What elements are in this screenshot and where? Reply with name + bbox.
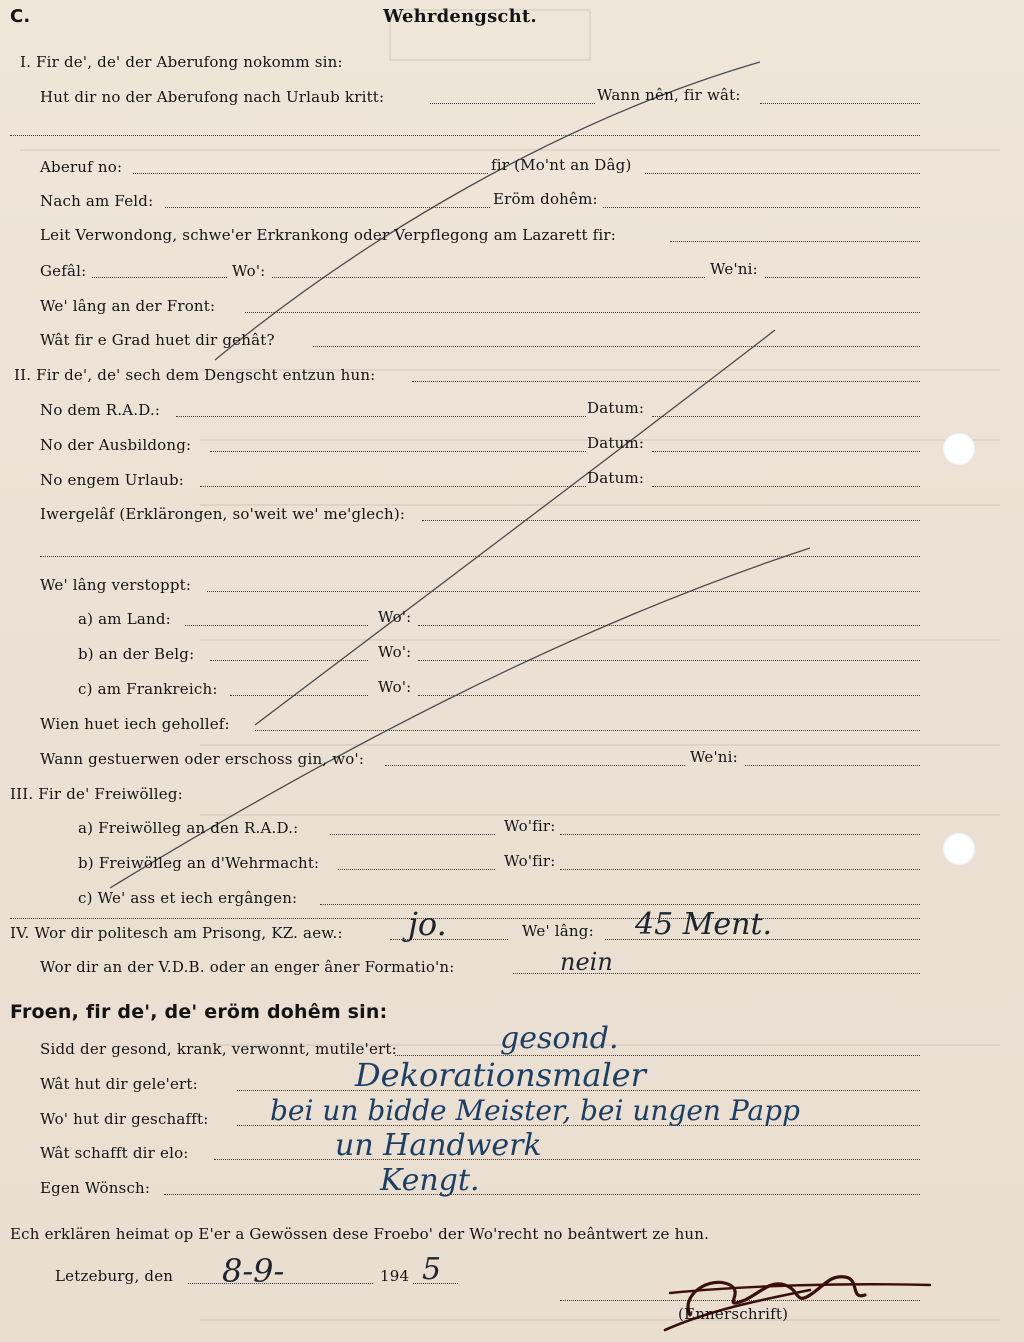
label-gestuerwen-weni: We'ni: (690, 748, 738, 766)
answer-elo: un Handwerk (335, 1128, 542, 1163)
label-verwondong: Leit Verwondong, schwe'er Erkrankong oder Verpflegong am Lazarett fir: (40, 226, 617, 244)
field-belg-wo[interactable] (418, 660, 920, 661)
label-urlaub-datum: Datum: (587, 469, 645, 487)
punch-hole-top (942, 432, 976, 466)
label-belg: b) an der Belg: (78, 645, 195, 663)
label-rad: No dem R.A.D.: (40, 401, 161, 419)
label-freiwolleg-rad: a) Freiwölleg an den R.A.D.: (78, 819, 299, 837)
field-verstoppt[interactable] (207, 591, 920, 592)
field-freiwolleg-wehrmacht-wofir[interactable] (560, 869, 920, 870)
answer-geschafft: bei un bidde Meister, bei ungen Papp (270, 1094, 800, 1127)
field-verwondong[interactable] (670, 241, 920, 242)
section-I-heading: I. Fir de', de' der Aberufong nokomm sin: (20, 53, 343, 71)
section-II-heading: II. Fir de', de' sech dem Dengscht entzun hun: (14, 366, 376, 384)
label-wonsch: Egen Wönsch: (40, 1179, 151, 1197)
field-rad[interactable] (176, 416, 586, 417)
pencil-stroke-upper (215, 62, 760, 360)
label-rad-datum: Datum: (587, 399, 645, 417)
field-nach-feld[interactable] (165, 207, 490, 208)
label-ausbildong-datum: Datum: (587, 434, 645, 452)
field-fir-datum[interactable] (645, 173, 920, 174)
label-frankreich: c) am Frankreich: (78, 680, 218, 698)
answer-lang: 45 Ment. (635, 907, 773, 942)
label-gefal-wo: Wo': (232, 262, 266, 280)
label-ergangen: c) We' ass et iech ergângen: (78, 889, 298, 907)
label-ausbildong: No der Ausbildong: (40, 436, 192, 454)
field-belg[interactable] (210, 660, 368, 661)
field-urlaub-datum[interactable] (652, 486, 920, 487)
handwritten-signature (650, 1255, 950, 1335)
label-grad: Wât fir e Grad huet dir gehât? (40, 331, 275, 349)
label-frankreich-wo: Wo': (378, 678, 412, 696)
answer-vdb: nein (560, 948, 613, 976)
field-wann-cont[interactable] (10, 135, 920, 136)
label-verstoppt: We' lâng verstoppt: (40, 576, 192, 594)
field-elo[interactable] (214, 1159, 920, 1160)
label-no-urlaub: No engem Urlaub: (40, 471, 185, 489)
answer-geleert: Dekorationsmaler (355, 1056, 646, 1094)
punch-hole-bottom (942, 832, 976, 866)
field-ausbildong[interactable] (210, 451, 586, 452)
label-nach-feld: Nach am Feld: (40, 192, 154, 210)
label-geschafft: Wo' hut dir geschafft: (40, 1110, 209, 1128)
label-wann: Wann nên, fir wât: (597, 86, 741, 104)
label-elo: Wât schafft dir elo: (40, 1144, 189, 1162)
section-letter: C. (10, 6, 31, 27)
label-gefal: Gefâl: (40, 262, 87, 280)
label-prisong: IV. Wor dir politesch am Prisong, KZ. aew.: (10, 924, 343, 942)
field-freiwolleg-wehrmacht[interactable] (338, 869, 495, 870)
label-gehollef: Wien huet iech gehollef: (40, 715, 230, 733)
label-am-land: a) am Land: (78, 610, 171, 628)
field-ausbildong-datum[interactable] (652, 451, 920, 452)
label-urlaub: Hut dir no der Aberufong nach Urlaub kritt: (40, 88, 385, 106)
label-lang: We' lâng: (522, 922, 594, 940)
field-gestuerwen-weni[interactable] (745, 765, 920, 766)
label-freiwolleg-wehrmacht-wofir: Wo'fir: (504, 852, 556, 870)
field-grad[interactable] (313, 346, 920, 347)
field-ergangen-cont[interactable] (10, 918, 920, 919)
answer-prisong: jo. (408, 905, 447, 943)
field-no-urlaub[interactable] (200, 486, 586, 487)
label-front: We' lâng an der Front: (40, 297, 216, 315)
froen-heading: Froen, fir de', de' eröm dohêm sin: (10, 1001, 388, 1023)
field-rad-datum[interactable] (652, 416, 920, 417)
year-printed: 194 (380, 1267, 410, 1285)
signature-label: (Ennerschrift) (678, 1305, 789, 1323)
declaration-text: Ech erklären heimat op E'er a Gewössen dese Froebo' der Wo'recht no beântwert ze hun. (10, 1225, 710, 1243)
field-erom-dohem[interactable] (603, 207, 920, 208)
field-front[interactable] (245, 312, 920, 313)
label-geleert: Wât hut dir gele'ert: (40, 1075, 198, 1093)
label-freiwolleg-wehrmacht: b) Freiwölleg an d'Wehrmacht: (78, 854, 320, 872)
label-iwergelaf: Iwergelâf (Erklärongen, so'weit we' me'glech): (40, 505, 406, 523)
answer-gesond: gesond. (500, 1021, 619, 1056)
label-am-land-wo: Wo': (378, 608, 412, 626)
field-gehollef[interactable] (255, 730, 920, 731)
page-title: Wehrdengscht. (383, 6, 537, 27)
field-iwergelaf-cont[interactable] (40, 556, 920, 557)
field-iwergelaf[interactable] (422, 520, 920, 521)
label-gesond: Sidd der gesond, krank, verwonnt, mutile'ert: (40, 1040, 397, 1058)
section-III-heading: III. Fir de' Freiwölleg: (10, 785, 183, 803)
field-am-land[interactable] (185, 625, 368, 626)
field-wonsch[interactable] (164, 1194, 920, 1195)
field-wann[interactable] (760, 103, 920, 104)
field-freiwolleg-rad-wofir[interactable] (560, 834, 920, 835)
label-erom-dohem: Eröm dohêm: (493, 190, 598, 208)
answer-date: 8-9- (222, 1252, 285, 1290)
field-gestuerwen[interactable] (385, 765, 685, 766)
pencil-stroke-middle (255, 330, 775, 725)
field-frankreich[interactable] (230, 695, 368, 696)
label-freiwolleg-rad-wofir: Wo'fir: (504, 817, 556, 835)
label-gefal-weni: We'ni: (710, 260, 758, 278)
field-freiwolleg-rad[interactable] (330, 834, 495, 835)
label-aberuf: Aberuf no: (40, 158, 123, 176)
field-gefal-weni[interactable] (765, 277, 920, 278)
answer-year: 5 (422, 1252, 442, 1287)
field-aberuf[interactable] (133, 173, 488, 174)
label-vdb: Wor dir an der V.D.B. oder an enger âner Formatio'n: (40, 958, 455, 976)
label-fir-datum: fir (Mo'nt an Dâg) (491, 156, 632, 174)
place-date-label: Letzeburg, den (55, 1267, 174, 1285)
field-gefal-wo[interactable] (272, 277, 705, 278)
label-gestuerwen: Wann gestuerwen oder erschoss gin, wo': (40, 750, 365, 768)
field-am-land-wo[interactable] (418, 625, 920, 626)
label-belg-wo: Wo': (378, 643, 412, 661)
field-frankreich-wo[interactable] (418, 695, 920, 696)
field-gefal[interactable] (92, 277, 227, 278)
field-entzun[interactable] (412, 381, 920, 382)
answer-wonsch: Kengt. (380, 1163, 480, 1198)
field-urlaub[interactable] (430, 103, 595, 104)
